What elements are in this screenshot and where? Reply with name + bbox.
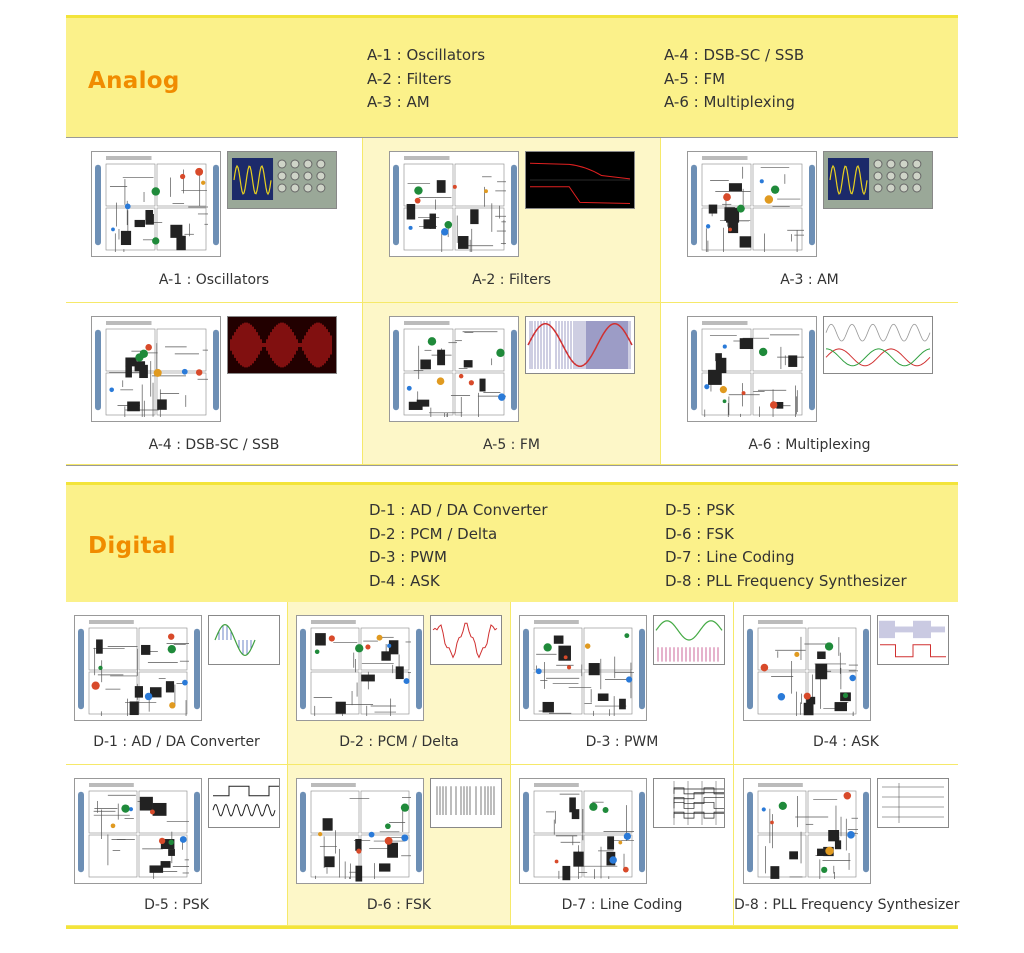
circuit-board-image (743, 615, 871, 721)
experiment-caption: A-3 : AM (780, 272, 839, 288)
circuit-board-image (519, 615, 647, 721)
experiment-thumbnail (66, 316, 362, 422)
circuit-board-image (296, 778, 424, 884)
experiment-thumbnail (66, 615, 287, 721)
fm-waveform-image (525, 316, 635, 374)
experiment-thumbnail (288, 615, 510, 721)
mux-waveform-image (823, 316, 933, 374)
experiment-cell (734, 602, 958, 765)
experiment-cell (511, 602, 734, 765)
analog-toc-left (367, 44, 485, 115)
fsk-wave-image (430, 778, 502, 828)
analog-grid (66, 138, 958, 465)
experiment-thumbnail (661, 151, 958, 257)
toc-item: D-7 : Line Coding (665, 548, 795, 566)
experiment-caption: A-5 : FM (483, 437, 540, 453)
toc-item: D-5 : PSK (665, 501, 735, 519)
experiment-thumbnail (661, 316, 958, 422)
toc-item: A-1 : Oscillators (367, 46, 486, 64)
experiment-cell (661, 303, 958, 465)
toc-item: D-6 : FSK (665, 524, 734, 543)
circuit-board-image (389, 316, 519, 422)
circuit-board-image (91, 316, 221, 422)
experiment-thumbnail (66, 778, 287, 884)
experiment-caption: A-6 : Multiplexing (748, 437, 871, 453)
experiment-cell (66, 765, 288, 926)
experiment-thumbnail (511, 778, 733, 884)
pcm-wave-image (430, 615, 502, 665)
digital-toc-right (665, 499, 907, 593)
digital-toc-left (369, 499, 548, 593)
experiment-thumbnail (734, 778, 958, 884)
toc-item: A-3 : AM (367, 93, 430, 111)
digital-header (66, 482, 958, 602)
toc-item: A-2 : Filters (367, 69, 452, 88)
psk-wave-image (208, 778, 280, 828)
oscilloscope-photo-image (823, 151, 933, 209)
circuit-board-image (74, 615, 202, 721)
experiment-cell (66, 602, 288, 765)
analog-toc-right (664, 44, 804, 115)
toc-item: D-1 : AD / DA Converter (369, 501, 548, 519)
circuit-board-image (74, 778, 202, 884)
experiment-cell (288, 602, 511, 765)
experiment-cell (734, 765, 958, 926)
ask-wave-image (877, 615, 949, 665)
red-waveform-image (227, 316, 337, 374)
experiment-thumbnail (363, 151, 660, 257)
toc-item: A-5 : FM (664, 69, 726, 88)
circuit-board-image (389, 151, 519, 257)
experiment-thumbnail (363, 316, 660, 422)
divider (66, 465, 958, 466)
toc-item: D-2 : PCM / Delta (369, 524, 498, 543)
circuit-board-image (687, 316, 817, 422)
experiment-caption: A-1 : Oscillators (158, 272, 270, 288)
line-coding-wave-image (653, 778, 725, 828)
experiment-cell (661, 138, 958, 303)
toc-item: D-4 : ASK (369, 571, 440, 590)
toc-item: D-8 : PLL Frequency Synthesizer (665, 571, 907, 590)
experiment-caption: D-7 : Line Coding (561, 897, 683, 913)
analog-header (66, 15, 958, 137)
circuit-board-image (91, 151, 221, 257)
experiment-caption: A-2 : Filters (472, 272, 551, 288)
experiment-cell (363, 303, 661, 465)
experiment-cell (66, 138, 363, 303)
experiment-caption: D-4 : ASK (812, 734, 879, 750)
experiment-caption: D-6 : FSK (366, 897, 432, 913)
digital-title: Digital (88, 533, 176, 559)
experiment-thumbnail (66, 151, 362, 257)
circuit-board-image (743, 778, 871, 884)
experiment-cell (363, 138, 661, 303)
experiment-caption: D-2 : PCM / Delta (339, 734, 459, 750)
circuit-board-image (519, 778, 647, 884)
digital-grid (66, 602, 958, 926)
bode-plot-image (525, 151, 635, 209)
experiment-caption: D-5 : PSK (144, 897, 209, 913)
experiment-thumbnail (734, 615, 958, 721)
oscilloscope-photo-image (227, 151, 337, 209)
toc-item: A-6 : Multiplexing (664, 93, 795, 111)
experiment-thumbnail (511, 615, 733, 721)
experiment-caption: D-8 : PLL Frequency Synthesizer (734, 897, 960, 913)
experiment-cell (511, 765, 734, 926)
experiment-cell (288, 765, 511, 926)
circuit-board-image (296, 615, 424, 721)
analog-title: Analog (88, 68, 180, 94)
pll-table-image (877, 778, 949, 828)
bottom-rule (66, 926, 958, 929)
experiment-caption: A-4 : DSB-SC / SSB (148, 437, 280, 453)
circuit-board-image (687, 151, 817, 257)
toc-item: A-4 : DSB-SC / SSB (664, 46, 805, 64)
sampled-sine-image (208, 615, 280, 665)
toc-item: D-3 : PWM (369, 548, 447, 566)
experiment-caption: D-1 : AD / DA Converter (93, 734, 260, 750)
experiment-caption: D-3 : PWM (585, 734, 659, 750)
experiment-thumbnail (288, 778, 510, 884)
pwm-wave-image (653, 615, 725, 665)
experiment-cell (66, 303, 363, 465)
